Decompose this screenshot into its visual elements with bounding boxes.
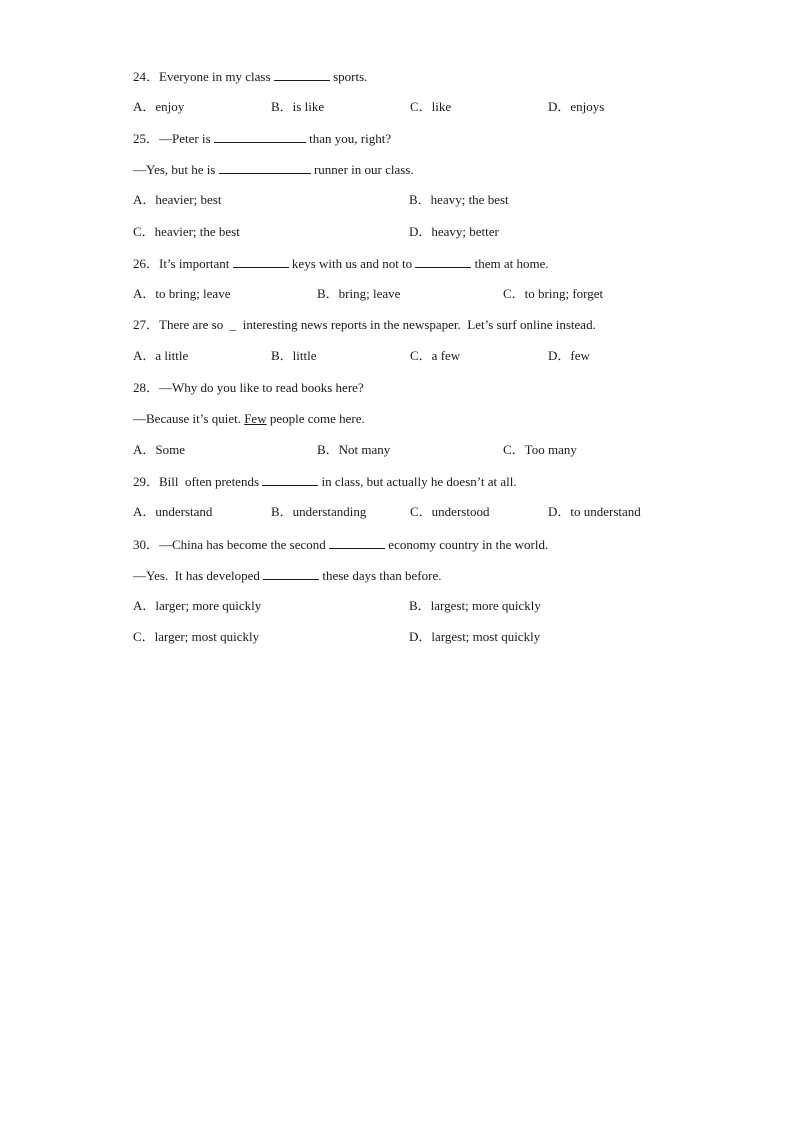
option-c: C．to bring; forget [503, 286, 604, 301]
stem-text: 27．There are so _ interesting news reports in the newspaper. Let’s surf online instead. [133, 317, 596, 332]
option-c: C．like [410, 99, 452, 114]
stem-text: 30．—China has become the second [133, 537, 330, 552]
stem-text: these days than before. [319, 568, 442, 583]
underlined-word: Few [244, 411, 267, 426]
option-a: A．Some [133, 442, 186, 457]
question-25-stem [133, 130, 391, 147]
question-24-stem [133, 68, 367, 85]
stem-text: 24．Everyone in my class [133, 69, 274, 84]
stem-text: —Because it’s quiet. [133, 411, 245, 426]
stem-text: than you, right? [305, 131, 392, 146]
option-a: A．enjoy [133, 99, 185, 114]
stem-text: runner in our class. [310, 162, 414, 177]
stem-text: 26．It’s important [133, 256, 233, 271]
stem-text: —Yes. It has developed [133, 568, 264, 583]
option-a: A．to bring; leave [133, 286, 231, 301]
stem-text: economy country in the world. [385, 537, 549, 552]
option-d: D．heavy; better [409, 224, 499, 239]
stem-text: 25．—Peter is [133, 131, 214, 146]
answer-blank [274, 68, 330, 81]
question-28-stem [133, 380, 364, 396]
option-a: A．a little [133, 348, 189, 363]
option-b: B．Not many [317, 442, 391, 457]
option-d: D．enjoys [548, 99, 605, 114]
stem-text: people come here. [266, 411, 365, 426]
answer-blank [263, 567, 319, 580]
option-d: D．few [548, 348, 590, 363]
stem-text: keys with us and not to [288, 256, 416, 271]
option-b: B．little [271, 348, 317, 363]
option-c: C．larger; most quickly [133, 629, 260, 644]
option-c: C．a few [410, 348, 461, 363]
question-26-stem [133, 255, 549, 272]
answer-blank [329, 536, 385, 549]
answer-blank [233, 255, 289, 268]
answer-blank [219, 161, 311, 174]
answer-blank [262, 473, 318, 486]
option-b: B．is like [271, 99, 325, 114]
option-a: A．heavier; best [133, 192, 222, 207]
question-28-stem-2 [133, 411, 365, 427]
option-a: A．larger; more quickly [133, 598, 262, 613]
question-27-stem [133, 317, 596, 333]
option-c: C．heavier; the best [133, 224, 240, 239]
option-b: B．understanding [271, 504, 367, 519]
stem-text: in class, but actually he doesn’t at all. [318, 474, 517, 489]
answer-blank [214, 130, 306, 143]
question-25-stem-2 [133, 161, 414, 178]
option-c: C．Too many [503, 442, 577, 457]
stem-text: sports. [329, 69, 368, 84]
stem-text: 29．Bill often pretends [133, 474, 263, 489]
option-a: A．understand [133, 504, 213, 519]
stem-text: 28．—Why do you like to read books here? [133, 380, 364, 395]
option-b: B．heavy; the best [409, 192, 509, 207]
stem-text: —Yes, but he is [133, 162, 219, 177]
option-b: B．bring; leave [317, 286, 401, 301]
option-d: D．largest; most quickly [409, 629, 541, 644]
answer-blank [415, 255, 471, 268]
stem-text: them at home. [471, 256, 549, 271]
question-30-stem [133, 536, 548, 553]
question-29-stem [133, 473, 517, 490]
question-30-stem-2 [133, 567, 441, 584]
option-b: B．largest; more quickly [409, 598, 541, 613]
option-c: C．understood [410, 504, 490, 519]
option-d: D．to understand [548, 504, 641, 519]
